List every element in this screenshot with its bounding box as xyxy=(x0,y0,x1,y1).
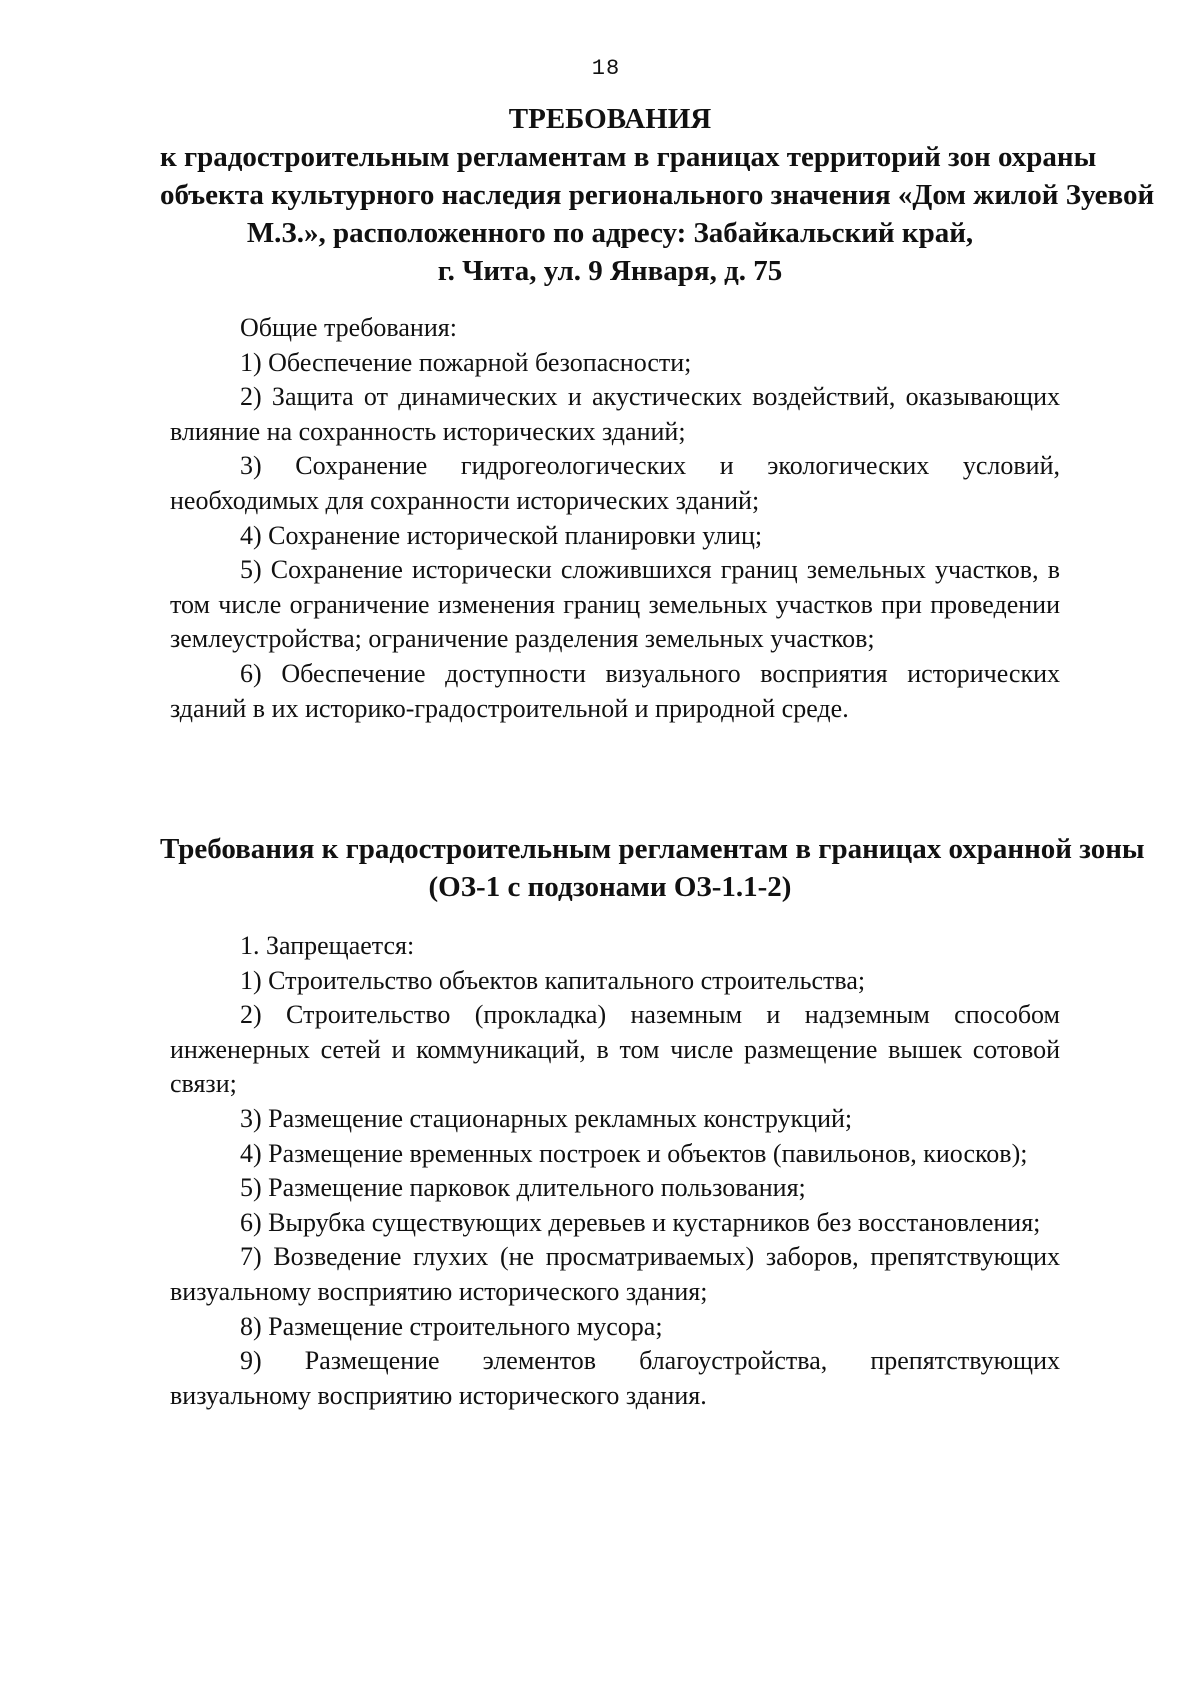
zone-section-heading xyxy=(160,830,1145,906)
list-item: 1) Строительство объектов капитального строительства; xyxy=(240,965,866,995)
title-line: г. Чита, ул. 9 Января, д. 75 xyxy=(437,255,783,287)
list-item: 8) Размещение строительного мусора; xyxy=(240,1311,663,1341)
list-item: 5) Размещение парковок длительного пользования; xyxy=(240,1173,806,1203)
list-item: 3) Сохранение гидрогеологических и экологических условий, необходимых для сохранности исторических зданий; xyxy=(170,451,1060,515)
list-item: 3) Размещение стационарных рекламных конструкций; xyxy=(240,1103,853,1133)
section-heading-line: (ОЗ-1 с подзонами ОЗ-1.1-2) xyxy=(428,871,792,903)
prohibitions-list xyxy=(170,929,1060,1413)
title-line: ТРЕБОВАНИЯ xyxy=(508,103,712,135)
list-item: 6) Обеспечение доступности визуального восприятия исторических зданий в их историко-градостроительной и природной среде. xyxy=(170,658,1060,723)
list-item: 9) Размещение элементов благоустройства, препятствующих визуальному восприятию исторического здания. xyxy=(170,1346,1060,1410)
list-item: 5) Сохранение исторически сложившихся границ земельных участков, в том числе ограничение изменения границ земельных участков при проведении землеустройства; ограничение разделения земельных участков; xyxy=(170,555,1060,654)
list-item: 2) Защита от динамических и акустических воздействий, оказывающих влияние на сохранность исторических зданий; xyxy=(170,382,1060,446)
section-heading-line: Требования к градостроительным регламентам в границах охранной зоны xyxy=(160,833,1145,865)
title-line: к градостроительным регламентам в границах территорий зон охраны xyxy=(160,141,1097,173)
general-requirements xyxy=(170,311,1060,726)
list-item: 7) Возведение глухих (не просматриваемых) заборов, препятствующих визуальному восприятию исторического здания; xyxy=(170,1242,1060,1306)
document-title xyxy=(160,100,1155,290)
general-requirements-heading: Общие требования: xyxy=(240,313,457,342)
title-line: объекта культурного наследия регионального значения «Дом жилой Зуевой xyxy=(160,179,1155,211)
list-item: 4) Размещение временных построек и объектов (павильонов, киосков); xyxy=(240,1138,1028,1168)
list-item: 1) Обеспечение пожарной безопасности; xyxy=(240,347,692,377)
page-number: 18 xyxy=(591,56,621,81)
list-item: 6) Вырубка существующих деревьев и кустарников без восстановления; xyxy=(240,1207,1041,1237)
list-item: 4) Сохранение исторической планировки улиц; xyxy=(240,520,763,550)
list-item: 2) Строительство (прокладка) наземным и надземным способом инженерных сетей и коммуникаций, в том числе размещение вышек сотовой связи; xyxy=(170,1000,1060,1099)
prohibited-heading: 1. Запрещается: xyxy=(240,931,415,960)
title-line: М.З.», расположенного по адресу: Забайкальский край, xyxy=(246,217,974,249)
